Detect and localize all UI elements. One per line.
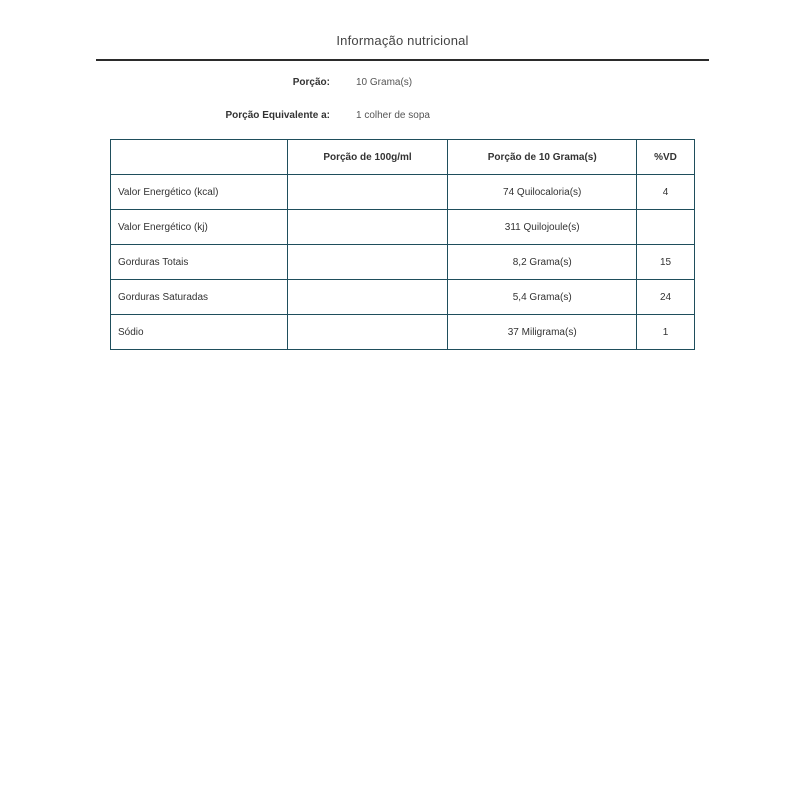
page-title: Informação nutricional — [336, 33, 469, 48]
table-row — [111, 245, 695, 280]
column-header-per-100: Porção de 100g/ml — [287, 140, 448, 175]
nutrient-vd — [637, 210, 695, 245]
table-row — [111, 315, 695, 350]
nutrient-per-portion: 8,2 Grama(s) — [448, 245, 637, 280]
column-header-per-portion: Porção de 10 Grama(s) — [448, 140, 637, 175]
nutrient-per-portion: 311 Quilojoule(s) — [448, 210, 637, 245]
nutrient-per-portion: 74 Quilocaloria(s) — [448, 175, 637, 210]
nutrient-per-100 — [287, 315, 448, 350]
nutrient-per-100 — [287, 175, 448, 210]
nutrient-vd: 15 — [637, 245, 695, 280]
portion-label: Porção: — [292, 77, 330, 88]
nutrient-name: Valor Energético (kcal) — [111, 175, 288, 210]
equivalent-value: 1 colher de sopa — [356, 110, 430, 121]
nutrient-name: Valor Energético (kj) — [111, 210, 288, 245]
nutrient-per-portion: 37 Miligrama(s) — [448, 315, 637, 350]
nutrient-per-portion: 5,4 Grama(s) — [448, 280, 637, 315]
nutrition-table — [110, 139, 695, 350]
equivalent-label: Porção Equivalente a: — [225, 110, 330, 121]
nutrient-vd: 1 — [637, 315, 695, 350]
portion-row — [0, 77, 800, 91]
table-header-row — [111, 140, 695, 175]
title-divider — [96, 59, 709, 61]
nutrient-name: Sódio — [111, 315, 288, 350]
table-row — [111, 175, 695, 210]
nutrient-per-100 — [287, 210, 448, 245]
equivalent-row — [0, 110, 800, 124]
nutrient-per-100 — [287, 245, 448, 280]
table-row — [111, 210, 695, 245]
nutrient-vd: 4 — [637, 175, 695, 210]
nutrient-vd: 24 — [637, 280, 695, 315]
portion-value: 10 Grama(s) — [356, 77, 413, 88]
nutrient-name: Gorduras Saturadas — [111, 280, 288, 315]
column-header-nutrient — [111, 140, 288, 175]
column-header-vd: %VD — [637, 140, 695, 175]
table-row — [111, 280, 695, 315]
nutrient-per-100 — [287, 280, 448, 315]
nutrient-name: Gorduras Totais — [111, 245, 288, 280]
